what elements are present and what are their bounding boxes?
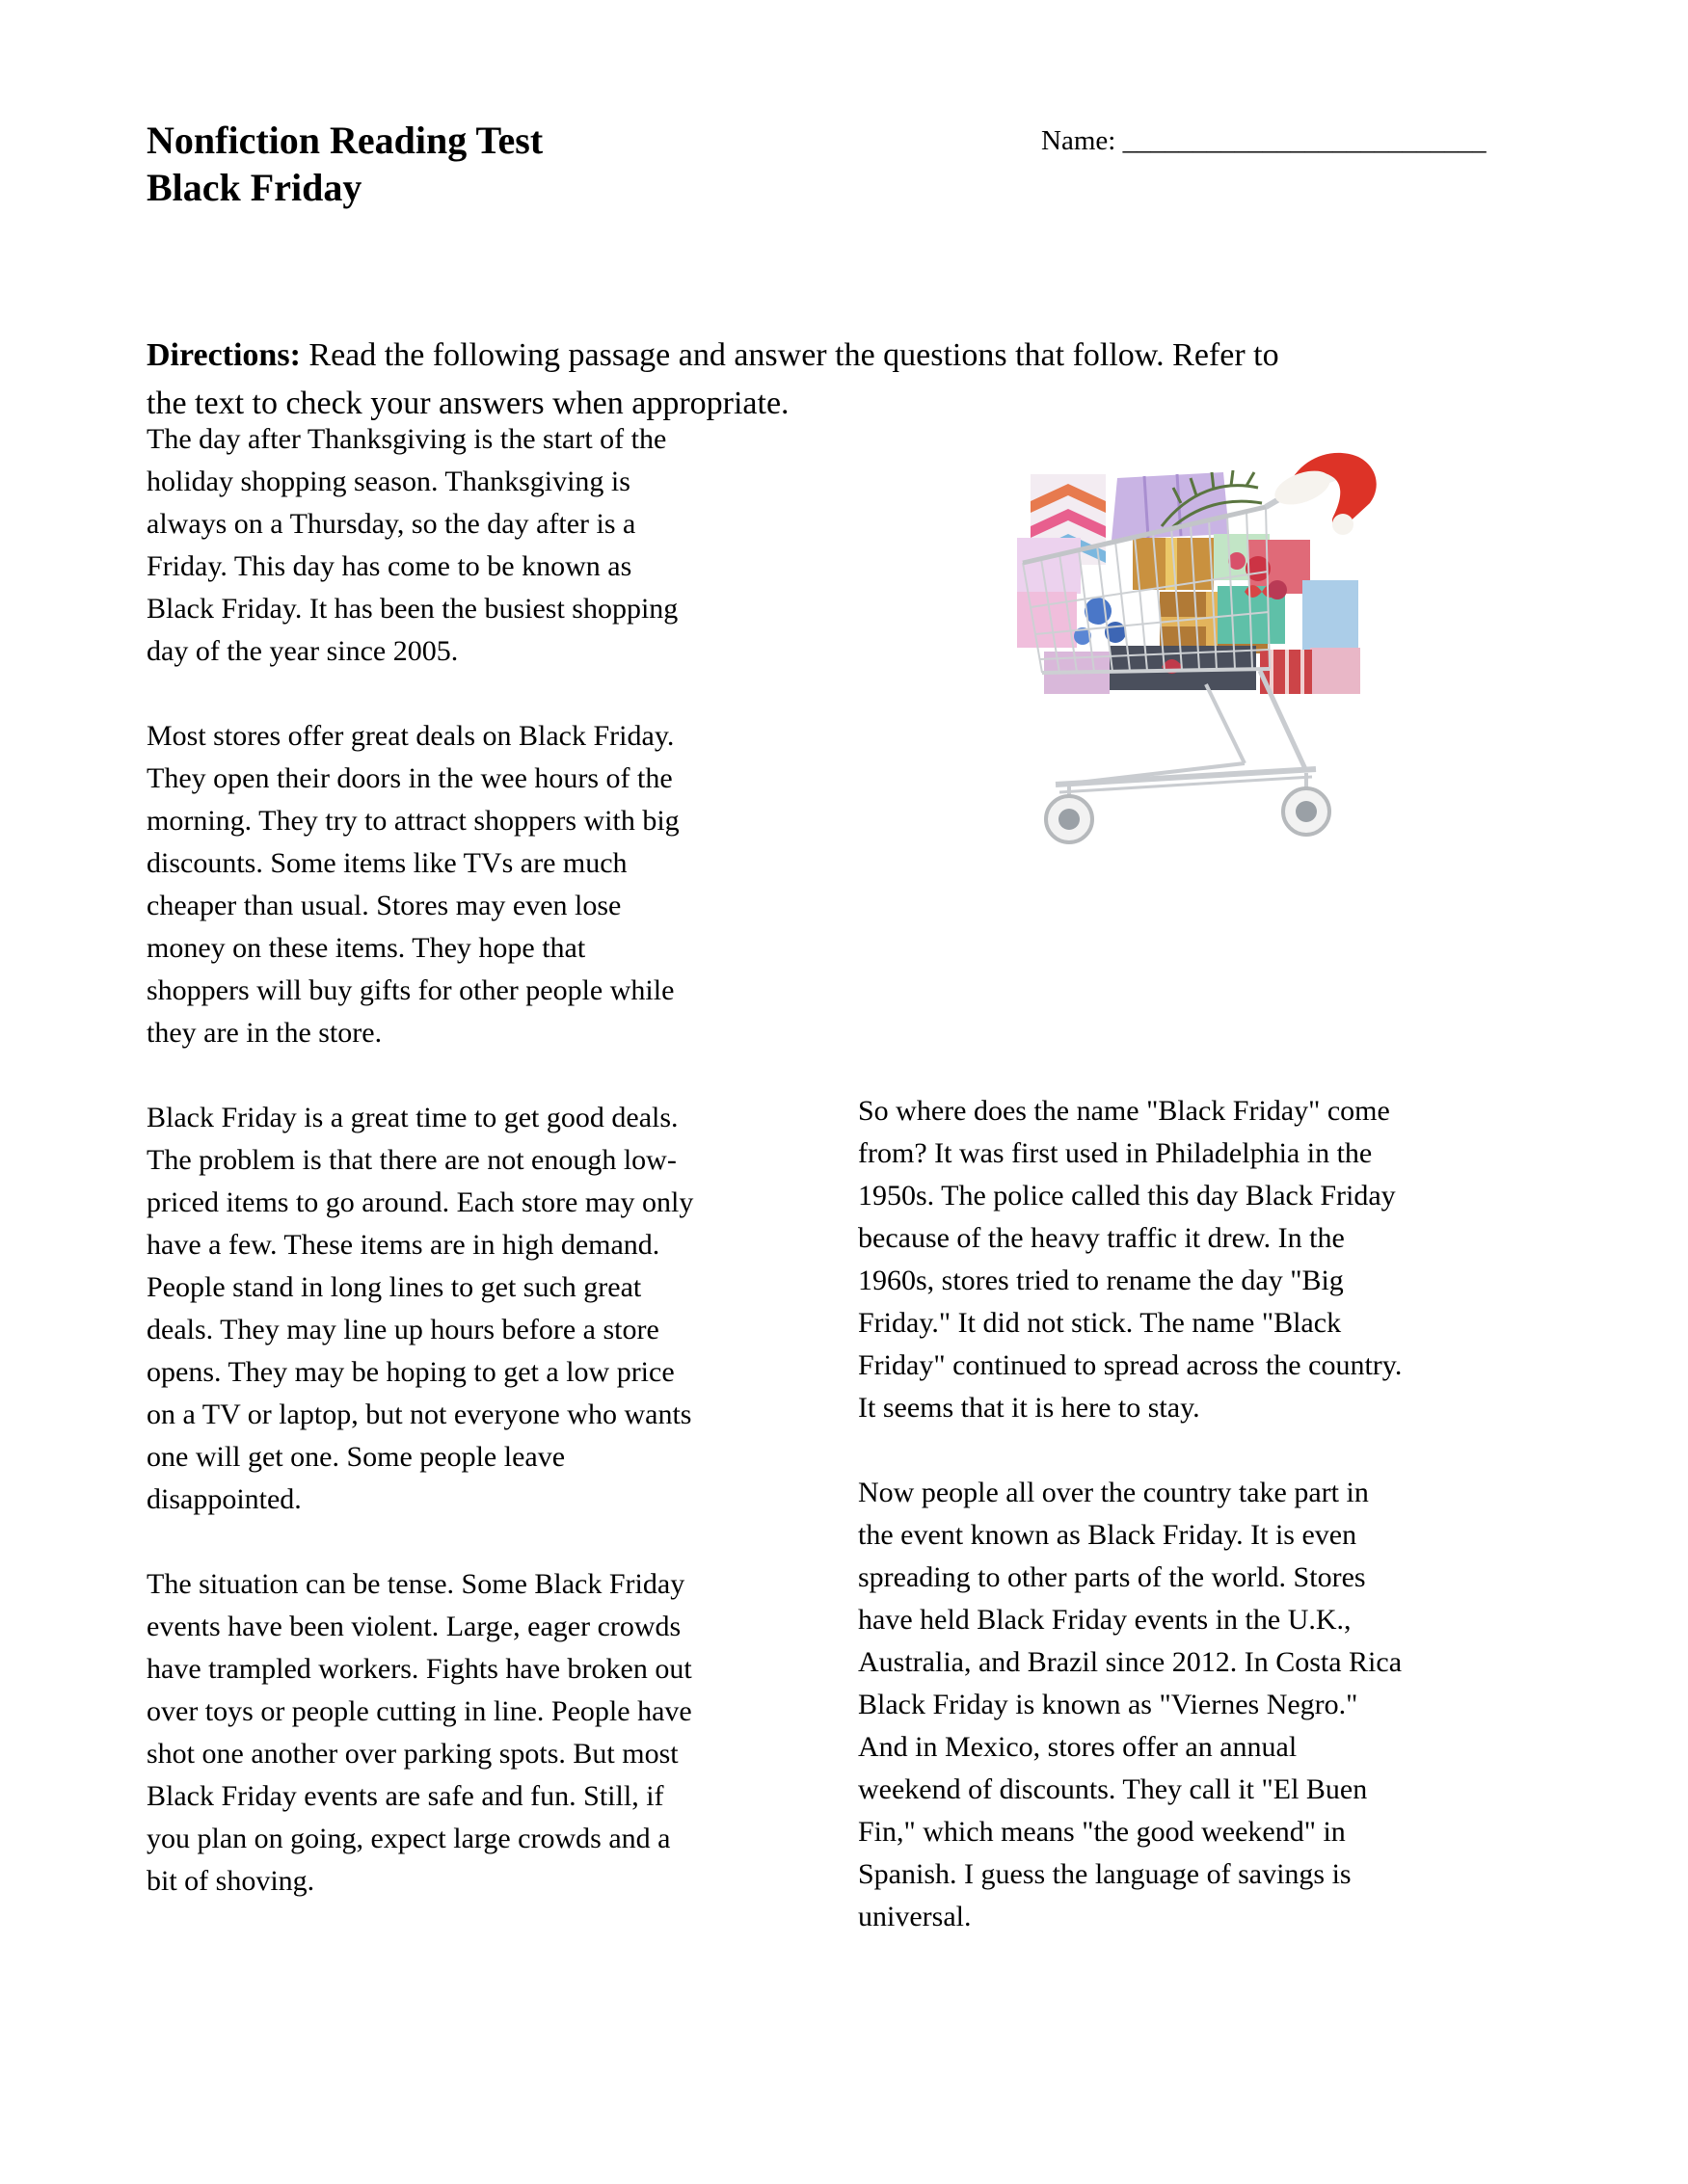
directions-label: Directions: [147,337,301,373]
name-line [1041,125,1487,157]
title-topic: Black Friday [147,166,362,209]
gift-pile [1017,470,1360,694]
shopping-cart-figure [1017,445,1383,850]
passage-paragraph-1: The day after Thanksgiving is the start of the holiday shopping season. Thanksgiving is always on a Thursday, so the day after is a Friday. This day has come to be known as Black Friday. It has been the busiest shopping day of the year since 2005. [147,423,679,667]
passage-columns [147,418,1569,1981]
passage-paragraph-3: Black Friday is a great time to get good deals. The problem is that there are not enough low- priced items to go around. Each store may only have a few. These items are in high demand. People stand in long lines to get such great deals. They may line up hours before a store opens. They may be hoping to get a low price on a TV or laptop, but not everyone who wants one will get one. Some people leave disappointed. [147,1102,694,1515]
name-label: Name: [1041,125,1116,156]
shopping-cart-image [1017,445,1383,850]
passage-paragraph-6: Now people all over the country take part in the event known as Black Friday. It is even spreading to other parts of the world. Stores have held Black Friday events in the U.K., Australia, and Brazil since 2012. In Costa Rica Black Friday is known as "Viernes Negro." And in Mexico, stores offer an annual weekend of discounts. They call it "El Buen Fin," which means "the good weekend" in Spanish. I guess the language of savings is universal. [858,1477,1403,1932]
passage-right-column [858,418,1569,1981]
name-blank: __________________________ [1122,125,1487,156]
directions-text: Read the following passage and answer the questions that follow. Refer to the text to check your answers when appropriate. [147,337,1279,421]
title-test-name: Nonfiction Reading Test [147,119,544,162]
passage-paragraph-4: The situation can be tense. Some Black Friday events have been violent. Large, eager crowds have trampled workers. Fights have broken out over toys or people cutting in line. People have shot one another over parking spots. But most Black Friday events are safe and fun. Still, if you plan on going, expect large crowds and a bit of shoving. [147,1568,692,1897]
passage-paragraph-2: Most stores offer great deals on Black Friday. They open their doors in the wee hours of the morning. They try to attract shoppers with big discounts. Some items like TVs are much cheaper than usual. Stores may even lose money on these items. They hope that shoppers will buy gifts for other people while they are in the store. [147,720,680,1049]
passage-left-column [147,418,850,1981]
directions-paragraph [147,332,1573,428]
passage-paragraph-5: So where does the name "Black Friday" come from? It was first used in Philadelphia in the 1950s. The police called this day Black Friday because of the heavy traffic it drew. In the 1960s, stores tried to rename the day "Big Friday." It did not stick. The name "Black Friday" continued to spread across the country. It seems that it is here to stay. [858,1095,1403,1424]
santa-hat-icon [1271,453,1377,535]
cart-wheels [1046,788,1329,842]
page-title [147,117,543,211]
